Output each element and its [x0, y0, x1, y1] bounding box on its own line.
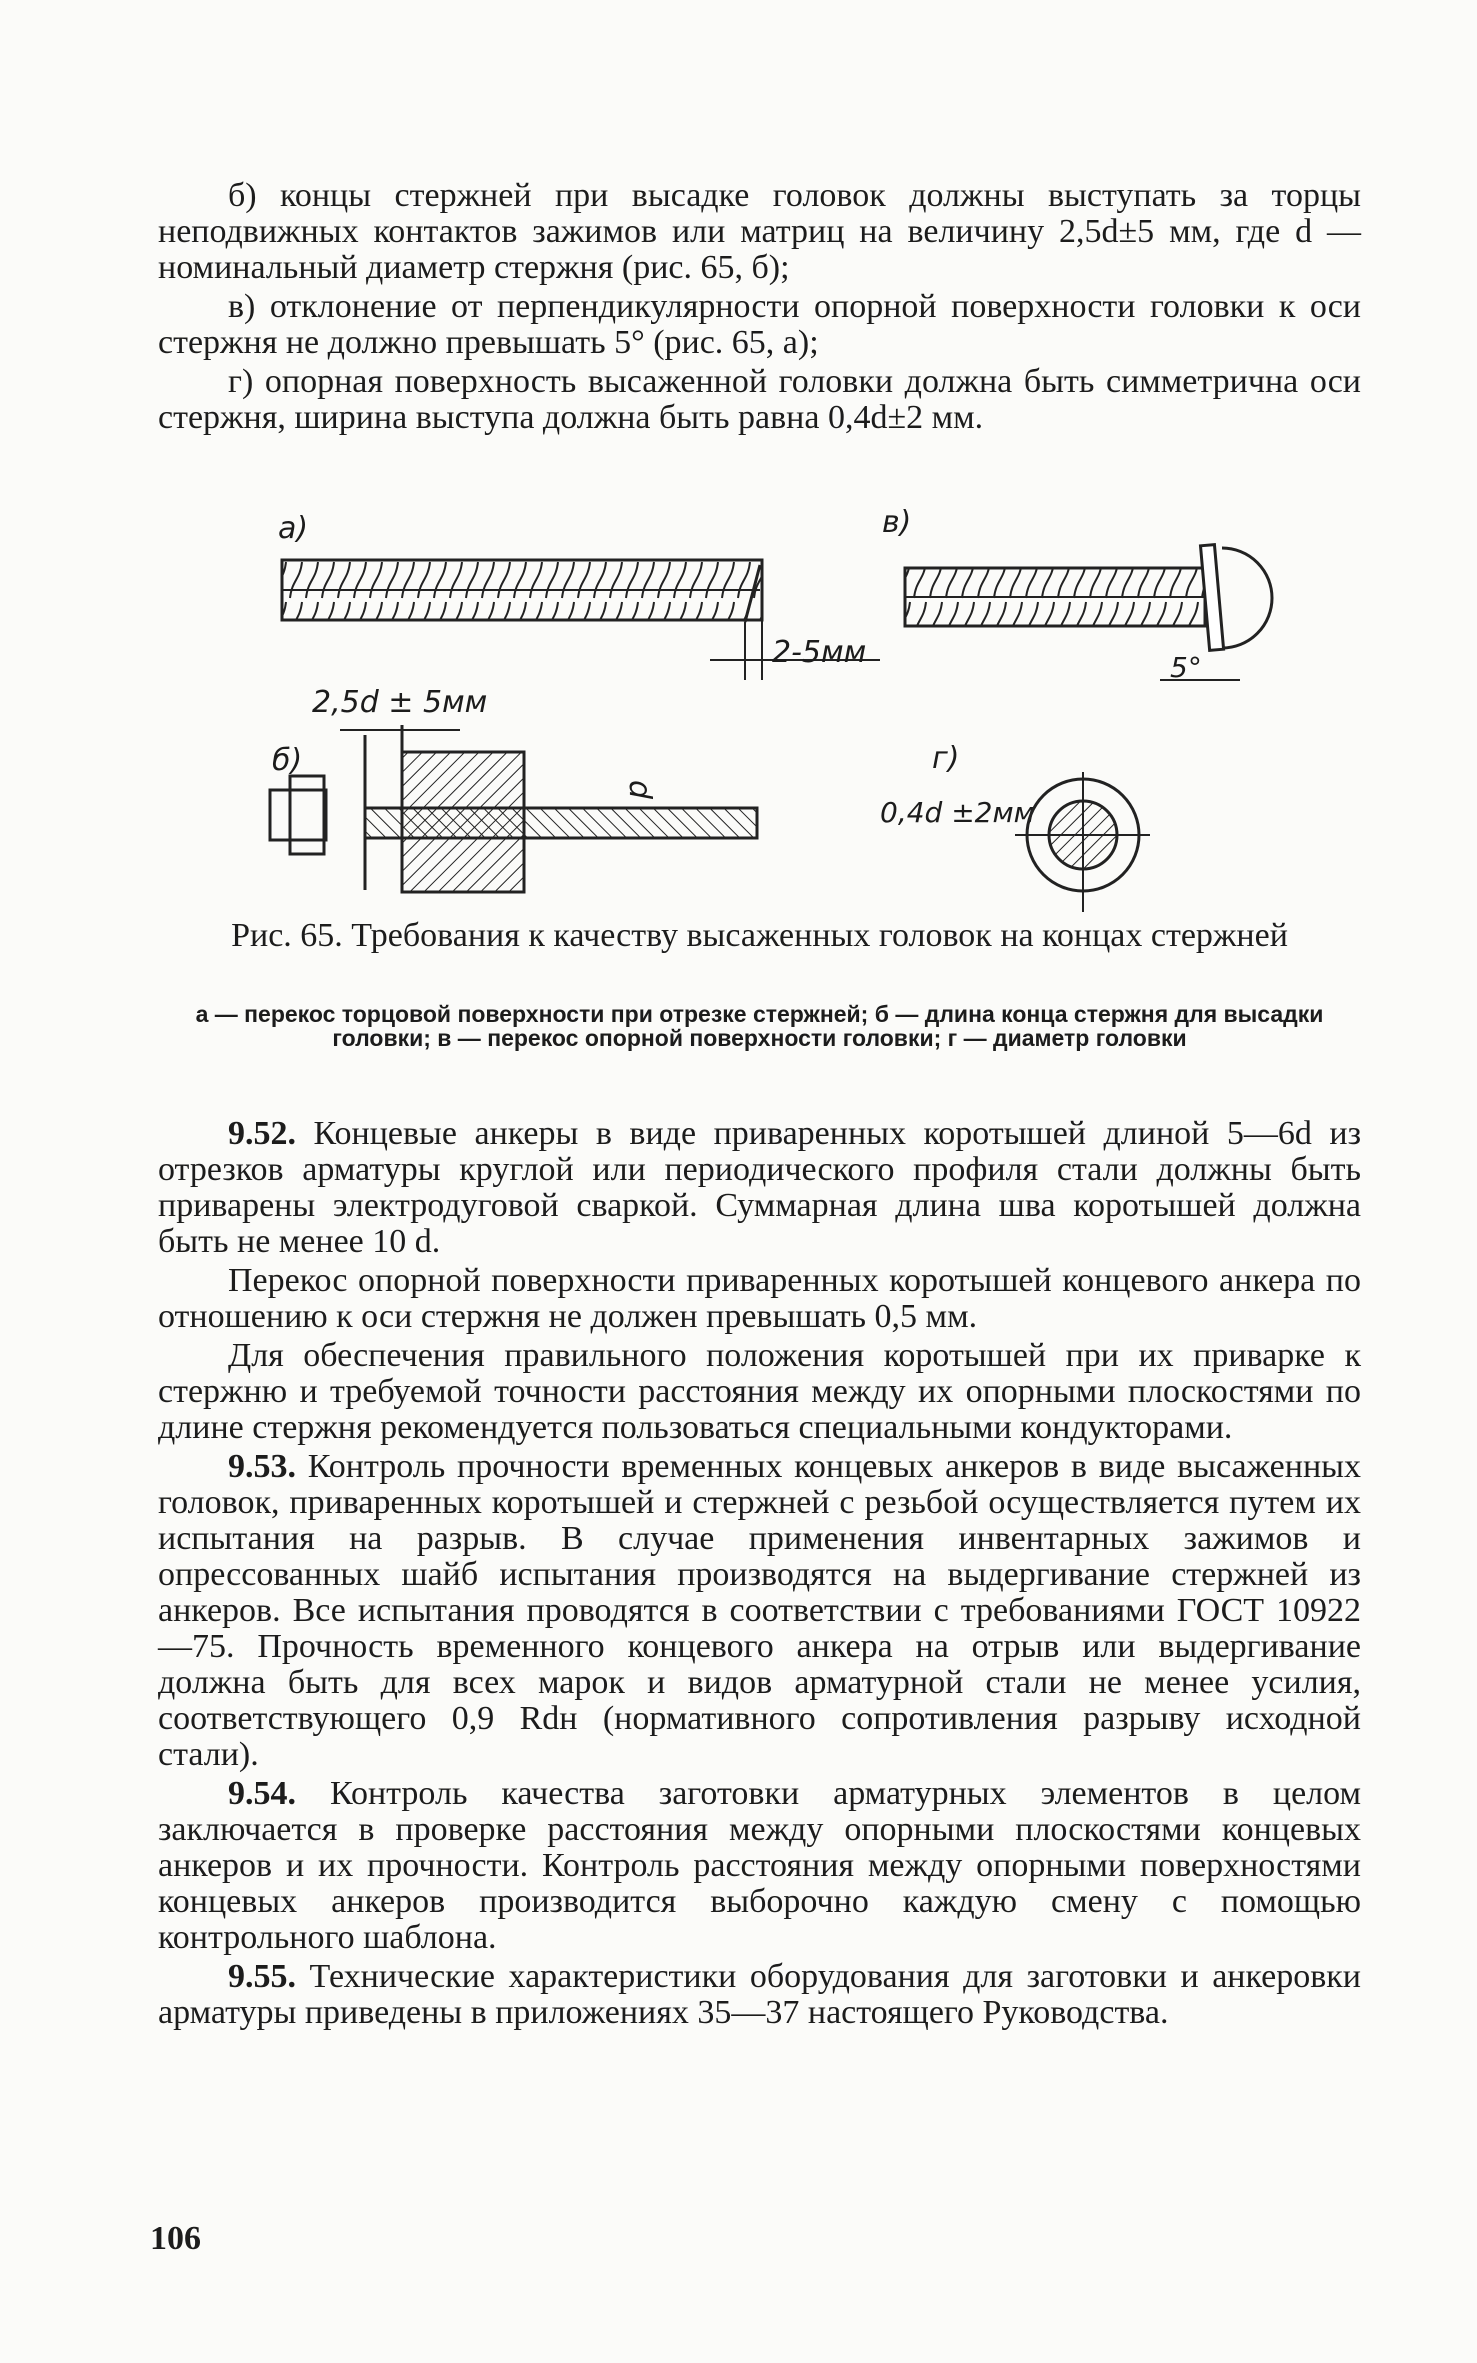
paragraph-v: в) отклонение от перпендикулярности опорной поверхности головки к оси стержня не должно превышать 5° (рис. 65, а); — [158, 288, 1361, 361]
section-9-52-para2 — [158, 1263, 1361, 1335]
dim-5deg: 5° — [1170, 651, 1202, 684]
section-text: Контроль качества заготовки арматурных элементов в целом заключается в проверке расстояния между опорными плоскостями концевых анкеров и их прочности. Контроль расстояния между опорными поверхностями концевых анкеров производится выборочно каждую смену с помощью контрольного шаблона. — [158, 1775, 1361, 1956]
dim-2-5mm: 2-5мм — [772, 635, 867, 670]
label-b: б) — [272, 743, 303, 778]
figure-part-v — [882, 505, 1272, 684]
section-text: Технические характеристики оборудования для заготовки и анкеровки арматуры приведены в приложениях 35—37 настоящего Руководства. — [158, 1958, 1362, 2031]
figure-caption-legend: а — перекос торцовой поверхности при отрезке стержней; б — длина конца стержня для высадки головки; в — перекос опорной поверхности головки; г — диаметр головки — [195, 1001, 1324, 1051]
figure-part-b — [270, 685, 757, 892]
paragraph-g: г) опорная поверхность высаженной головки должна быть симметрична оси стержня, ширина выступа должна быть равна 0,4d±2 мм. — [158, 363, 1361, 436]
section-number: 9.52. — [228, 1115, 296, 1152]
figure-caption-title: Рис. 65. Требования к качеству высаженных головок на концах стержней — [231, 917, 1288, 954]
dim-d: d — [622, 780, 657, 800]
section-9-52-para3 — [158, 1338, 1361, 1446]
bar-b — [365, 808, 757, 838]
section-number: 9.55. — [228, 1958, 296, 1995]
section-9-55 — [158, 1959, 1361, 2031]
section-9-52 — [158, 1116, 1361, 1260]
paragraph-b: б) концы стержней при высадке головок должны выступать за торцы неподвижных контактов зажимов или матриц на величину 2,5d±5 мм, где d — номинальный диаметр стержня (рис. 65, б); — [158, 177, 1361, 286]
section-9-54 — [158, 1776, 1361, 1956]
figure-part-a — [278, 511, 880, 680]
section-text: Перекос опорной поверхности приваренных коротышей концевого анкера по отношению к оси стержня не должен превышать 0,5 мм. — [158, 1262, 1361, 1335]
page-number: 106 — [150, 2220, 201, 2257]
section-text: Контроль прочности временных концевых анкеров в виде высаженных головок, приваренных коротышей и стержней с резьбой осуществляется путем их испытания на разрыв. В случае применения инвентарных зажимов и опрессованных шайб испытания производятся на выдергивание стержней из анкеров. Все испытания проводятся в соответствии с требованиями ГОСТ 10922—75. Прочность временного концевого анкера на отрыв или выдергивание должна быть для всех марок и видов арматурной стали не менее усилия, соответствующего 0,9 Rdн (нормативного сопротивления разрыву исходной стали). — [158, 1448, 1361, 1773]
section-number: 9.54. — [228, 1775, 296, 1812]
section-text: Концевые анкеры в виде приваренных коротышей длиной 5—6d из отрезков арматуры круглой или периодического профиля стали должны быть приварены электродуговой сваркой. Суммарная длина шва коротышей должна быть не менее 10 d. — [158, 1115, 1361, 1260]
section-number: 9.53. — [228, 1448, 296, 1485]
figure-part-g — [880, 741, 1150, 912]
body-text — [158, 1116, 1361, 2031]
dim-04d: 0,4d ±2мм — [880, 796, 1035, 829]
dim-25d: 2,5d ± 5мм — [312, 685, 488, 720]
head-v — [1200, 545, 1223, 651]
section-text: Для обеспечения правильного положения коротышей при их приварке к стержню и требуемой точности расстояния между их опорными плоскостями по длине стержня рекомендуется пользоваться специальными кондукторами. — [158, 1337, 1361, 1446]
label-v: в) — [882, 505, 912, 540]
label-g: г) — [932, 741, 960, 776]
label-a: а) — [278, 511, 309, 546]
section-9-53 — [158, 1449, 1361, 1773]
